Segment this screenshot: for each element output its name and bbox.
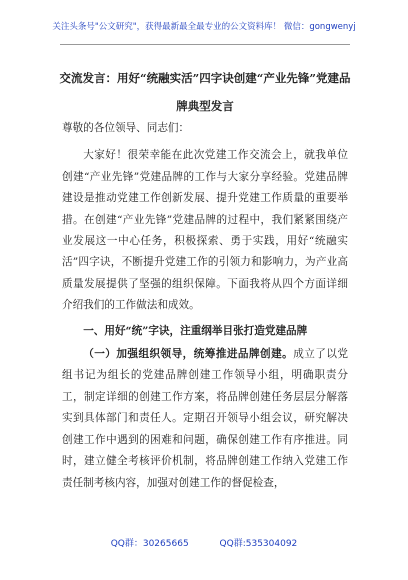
header-banner: 关注头条号"公文研究"，获得最新最全最专业的公文资料库！ 微信：gongwenyj (52, 22, 356, 32)
paragraph-intro: 大家好！很荣幸能在此次党建工作交流会上，就我单位创建“产业先锋”党建品牌的工作与大家分享经验。党建品牌建设是推动党建工作创新发展、提升党建工作质量的重要举措。在创建“产业先锋”党建品牌的过程中，我们紧紧围绕产业发展这一中心任务，积极探索、勇于实践，用好“统融实活”四字诀，不断提升党建工作的引领力和影响力，为产业高质量发展提供了坚强的组织保障。下面我将从四个方面详细介绍我们的工作做法和成效。 (62, 149, 348, 312)
subsection-lead: （一）加强组织领导，统筹推进品牌创建。 (83, 348, 294, 361)
header-divider (60, 44, 350, 45)
document-title: 交流发言：用好“统融实活”四字诀创建“产业先锋”党建品牌典型发言 (59, 71, 351, 113)
subsection-text: 成立了以党组书记为组长的党建品牌创建工作领导小组，明确职责分工，制定详细的创建工作方案，将品牌创建任务层层分解落实到具体部门和责任人。定期召开领导小组会议，研究解决创建工作中遇到的困难和问题，确保创建工作有序推进。同时，建立健全考核评价机制，将品牌创建工作纳入党建工作责任制考核内容，加强对创建工作的督促检查， (62, 348, 349, 489)
footer-qq-group-2: QQ群:535304092 (219, 539, 298, 549)
subsection-paragraph (62, 344, 348, 494)
document-body (62, 118, 348, 494)
section-heading: 一、用好“统”字诀，注重纲举目张打造党建品牌 (83, 324, 308, 337)
footer-contact (0, 536, 408, 549)
salutation: 尊敬的各位领导、同志们： (62, 122, 190, 134)
footer-qq-group-1: QQ群：30265665 (110, 539, 189, 549)
